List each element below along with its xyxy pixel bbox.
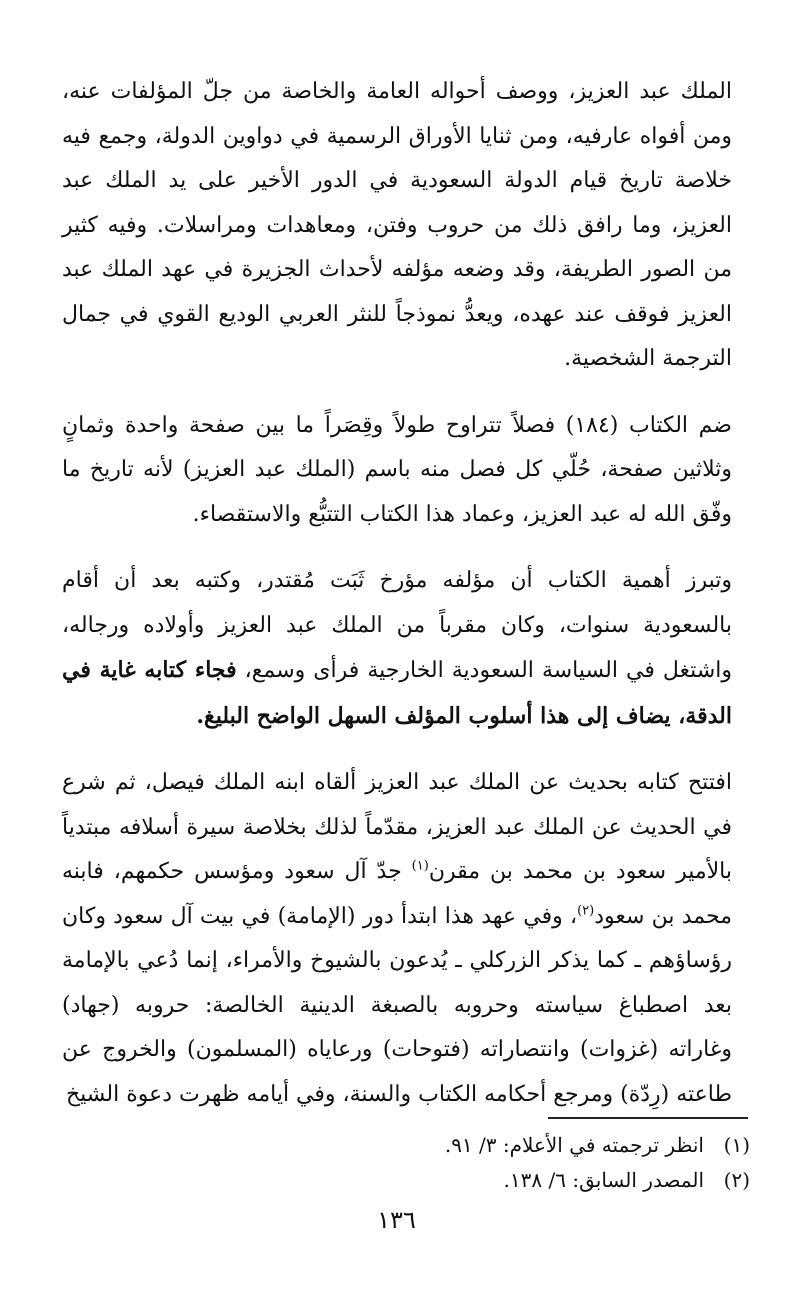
paragraph-1 <box>62 70 732 382</box>
main-text <box>62 70 732 1139</box>
paragraph-3-text: وتبرز أهمية الكتاب أن مؤلفه مؤرخ ثَبَت مُقتدر، وكتبه بعد أن أقام بالسعودية سنوات، وكان مقرباً من الملك عبد العزيز وأولاده ورجاله، واشتغل في السياسة السعودية الخارجية فرأى وسمع، <box>62 568 732 683</box>
footnote-2 <box>62 1163 750 1198</box>
paragraph-2 <box>62 404 732 538</box>
page-number: ١٣٦ <box>377 1206 416 1234</box>
footnote-1-number: (١) <box>723 1133 750 1157</box>
paragraph-3 <box>62 559 732 739</box>
paragraph-4-text-part2: جدّ آل سعود ومؤسس حكمهم، فابنه محمد بن سعود <box>62 859 732 929</box>
footnote-ref-2[interactable]: (٢) <box>577 903 595 919</box>
paragraph-2-text: ضم الكتاب (١٨٤) فصلاً تتراوح طولاً وقِصَراً ما بين صفحة واحدة وثمانٍ وثلاثين صفحة، حُلّي كل فصل منه باسم (الملك عبد العزيز) لأنه تاريخ ما وفّق الله له عبد العزيز، وعماد هذا الكتاب التتبُّع والاستقصاء. <box>62 412 732 527</box>
paragraph-4-text-part3: ، وفي عهد هذا ابتدأ دور (الإمامة) في بيت آل سعود وكان رؤساؤهم ـ كما يذكر الزركلي ـ يُدعون بالشيوخ والأمراء، إنما دُعي بالإمامة بعد اصطباغ سياسته وحروبه بالصبغة الدينية الخالصة: حروبه (جهاد) وغاراته (غزوات) وانتصاراته (فتوحات) ورعاياه (المسلمون) والخروج عن طاعته (رِدّة) ومرجع أحكامه الكتاب والسنة، وفي أيامه ظهرت دعوة الشيخ <box>62 903 732 1107</box>
footnote-2-text: المصدر السابق: ٦/ ١٣٨. <box>503 1168 704 1192</box>
paragraph-3-bold-text: فجاء كتابه غاية في الدقة، يضاف إلى هذا أسلوب المؤلف السهل الواضح البليغ. <box>62 657 732 729</box>
footnote-1 <box>62 1128 750 1163</box>
paragraph-1-text: الملك عبد العزيز، ووصف أحواله العامة والخاصة من جلّ المؤلفات عنه، ومن أفواه عارفيه، ومن ثنايا الأوراق الرسمية في دواوين الدولة، وجمع فيه خلاصة تاريخ قيام الدولة السعودية في الدور الأخير على يد الملك عبد العزيز، وما رافق ذلك من حروب وفتن، ومعاهدات ومراسلات. وفيه كثير من الصور الطريفة، وقد وضعه مؤلفه لأحداث الجزيرة في عهد الملك عبد العزيز فوقف عند عهده، ويعدُّ نموذجاً للنثر العربي الوديع القوي في جمال الترجمة الشخصية. <box>62 79 732 371</box>
paragraph-4-text-part1: افتتح كتابه بحديث عن الملك عبد العزيز ألقاه ابنه الملك فيصل، ثم شرع في الحديث عن الملك عبد العزيز، مقدّماً لذلك بخلاصة سيرة أسلافه مبتدياً بالأمير سعود بن محمد بن مقرن <box>62 770 733 884</box>
footnote-2-number: (٢) <box>723 1168 750 1192</box>
footnotes <box>62 1128 750 1198</box>
footnote-ref-1[interactable]: (١) <box>411 858 429 874</box>
paragraph-4 <box>62 761 732 1117</box>
footnote-divider <box>548 1117 748 1119</box>
footnote-1-text: انظر ترجمته في الأعلام: ٣/ ٩١. <box>444 1133 704 1157</box>
